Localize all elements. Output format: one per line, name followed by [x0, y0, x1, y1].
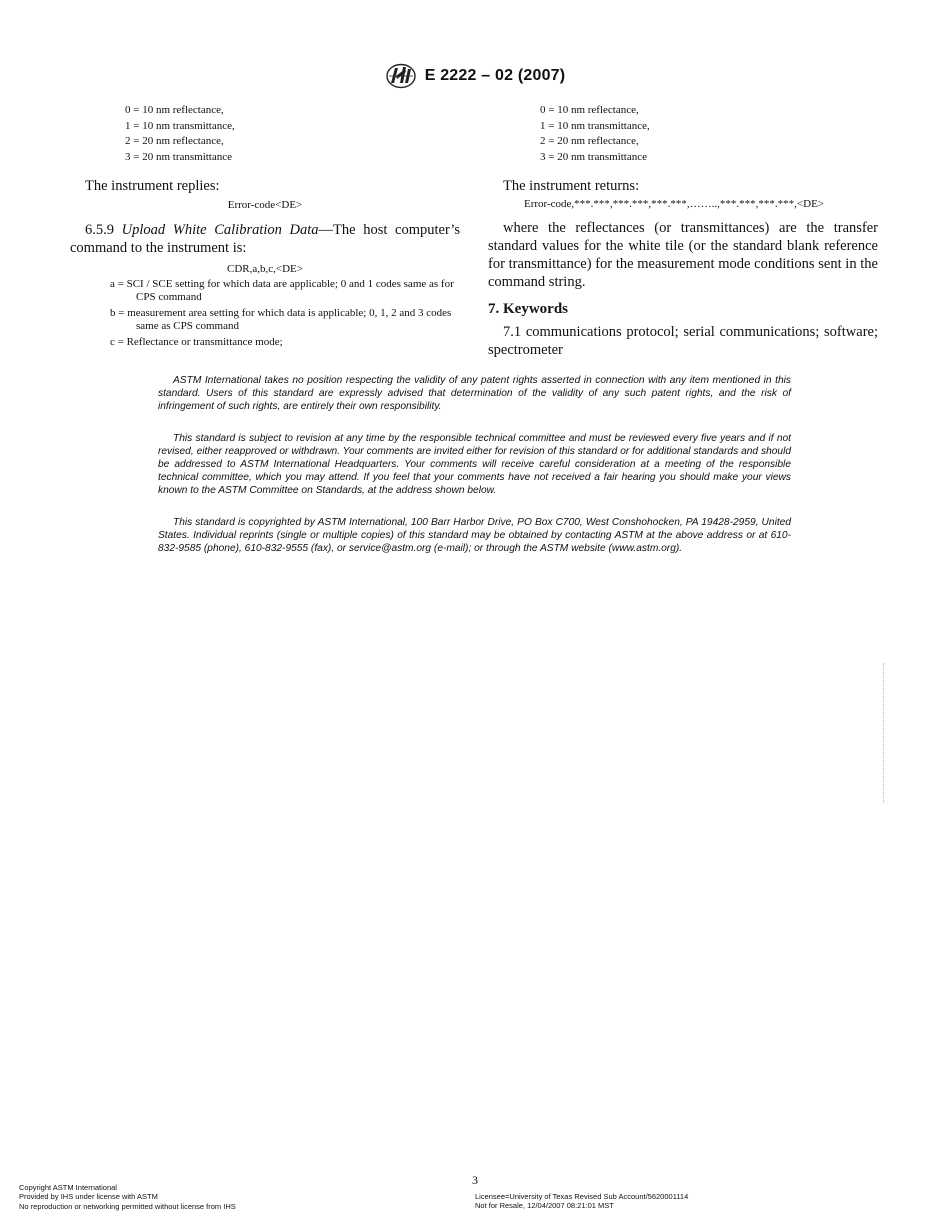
footer-license — [475, 1192, 688, 1211]
definition-item: a = SCI / SCE setting for which data are applicable; 0 and 1 codes same as for CPS command — [110, 278, 454, 303]
footer-copyright — [19, 1183, 236, 1211]
left-column — [70, 103, 460, 349]
definition-item: b = measurement area setting for which data is applicable; 0, 1, 2 and 3 codes same as CPS command — [110, 307, 452, 332]
right-column — [488, 103, 878, 359]
code-item: 0 = 10 nm reflectance, — [540, 104, 639, 116]
command-string: CDR,a,b,c,<DE> — [227, 263, 303, 275]
page-number: 3 — [472, 1173, 478, 1187]
footer-line: Provided by IHS under license with ASTM — [19, 1192, 158, 1202]
right-code-list — [540, 103, 878, 165]
standard-designation: E 2222 – 02 (2007) — [424, 67, 566, 84]
code-item: 2 = 20 nm reflectance, — [540, 135, 639, 147]
keywords-heading: 7. Keywords — [488, 301, 568, 317]
revision-notice: This standard is subject to revision at any time by the responsible technical committee and must be reviewed every five years and if not revised, either reapproved or withdrawn. Your comments are invited either for revision of this standard or for additional standards and should be addressed to ASTM International Headquarters. Your comments will receive careful consideration at a meeting of the responsible technical committee, which you may attend. If you feel that your comments have not received a fair hearing you should make your views known to the ASTM Committee on Standards, at the address shown below. — [158, 433, 791, 497]
returns-lead: The instrument returns: — [503, 178, 640, 194]
footer-line: Not for Resale, 12/04/2007 08:21:01 MST — [475, 1201, 614, 1211]
where-paragraph: where the reflectances (or transmittances) are the transfer standard values for the white tile (or the standard blank reference for transmittance) for the measurement mode conditions sent in the command string. — [488, 220, 878, 290]
returns-code: Error-code,***.***,***.***,***.***,……..,***.***,***.***,<DE> — [524, 198, 824, 210]
code-item: 1 = 10 nm transmittance, — [125, 119, 235, 132]
code-item: 1 = 10 nm transmittance, — [540, 119, 650, 132]
patent-notice: ASTM International takes no position respecting the validity of any patent rights asserted in connection with any item mentioned in this standard. Users of this standard are expressly advised that determination of the validity of any such patent rights, and the risk of infringement of such rights, are entirely their own responsibility. — [158, 375, 791, 413]
astm-logo-icon — [385, 63, 417, 89]
definition-list — [70, 278, 460, 349]
code-item: 0 = 10 nm reflectance, — [125, 104, 224, 116]
left-code-list — [125, 103, 460, 165]
footer-line: Copyright ASTM International — [19, 1183, 117, 1192]
keywords-paragraph: 7.1 communications protocol; serial communications; software; spectrometer — [488, 324, 878, 358]
section-6-5-9: 6.5.9 Upload White Calibration Data—The host computer’s command to the instrument is: — [70, 222, 460, 256]
reply-lead: The instrument replies: — [85, 178, 220, 194]
code-item: 3 = 20 nm transmittance — [540, 150, 648, 163]
code-item: 3 = 20 nm transmittance — [125, 150, 233, 163]
footer-line: Licensee=University of Texas Revised Sub Account/5620001114 — [475, 1192, 689, 1201]
margin-marks — [883, 663, 888, 803]
definition-item: c = Reflectance or transmittance mode; — [110, 336, 283, 348]
page-header — [0, 62, 950, 90]
copyright-notice: This standard is copyrighted by ASTM International, 100 Barr Harbor Drive, PO Box C700, West Conshohocken, PA 19428-2959, United States. Individual reprints (single or multiple copies) of this standard may be obtained by contacting ASTM at the above address or at 610-832-9585 (phone), 610-832-9555 (fax), or service@astm.org (e-mail); or through the ASTM website (www.astm.org). — [158, 517, 791, 555]
section-title: Upload White Calibration Data — [121, 222, 319, 238]
code-item: 2 = 20 nm reflectance, — [125, 135, 224, 147]
reply-code: Error-code<DE> — [227, 199, 303, 211]
footer-line: No reproduction or networking permitted without license from IHS — [19, 1201, 236, 1211]
